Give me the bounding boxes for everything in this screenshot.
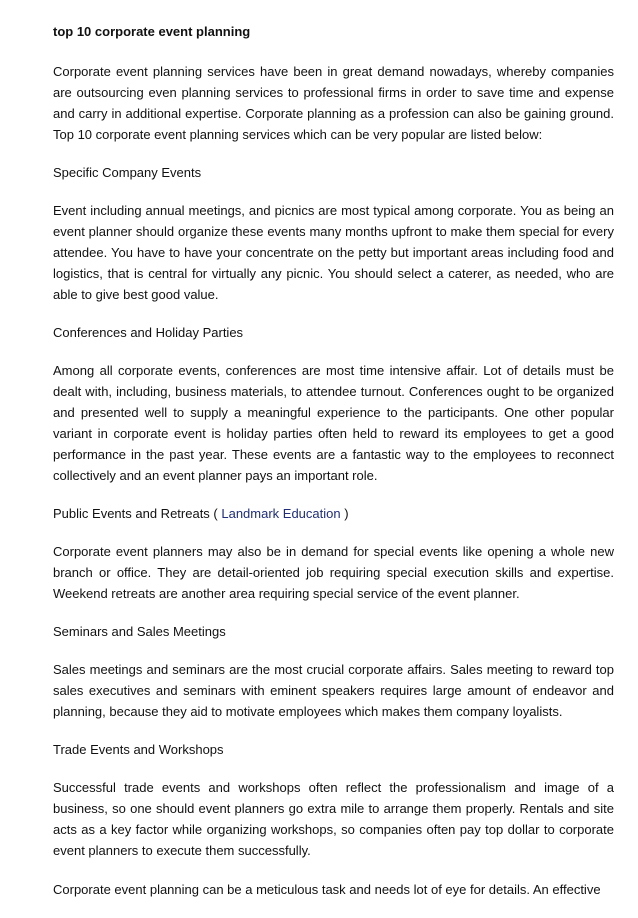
document-title: top 10 corporate event planning [53,24,251,39]
intro-paragraph: Corporate event planning services have been in great demand nowadays, whereby companies are outsourcing even planning services to professional firms in order to save time and expense and carry in additional expertise. Corporate planning as a profession can also be gaining ground. Top 10 corporate event planning services which can be very popular are listed below: [53,64,614,142]
closing-paragraph: Corporate event planning can be a meticulous task and needs lot of eye for details. An effective [53,882,601,897]
heading-suffix: ) [340,506,349,521]
document-page [53,22,614,918]
section-heading-seminars-sales-meetings: Seminars and Sales Meetings [53,624,226,639]
section-heading-specific-company-events: Specific Company Events [53,165,202,180]
section-body-conferences-holiday-parties: Among all corporate events, conferences are most time intensive affair. Lot of details must be dealt with, including, business materials, to attendee turnout. Conferences ought to be organized and presented well to supply a meaningful experience to the participants. One other popular variant in corporate event is holiday parties often held to reward its employees to get a good performance in the past year. These events are a fantastic way to the employees to reconnect collectively and an event planner pays an important role. [53,363,614,483]
section-body-specific-company-events: Event including annual meetings, and picnics are most typical among corporate. You as being an event planner should organize these events many months upfront to make them special for every attendee. You have to have your concentrate on the petty but important areas including food and logistics, that is central for virtually any picnic. You should select a caterer, as needed, who are able to give best good value. [53,203,614,302]
section-heading-public-events-retreats [53,504,614,523]
heading-prefix: Public Events and Retreats ( [53,506,222,521]
section-heading-trade-events-workshops: Trade Events and Workshops [53,742,224,757]
section-body-public-events-retreats: Corporate event planners may also be in demand for special events like opening a whole new branch or office. They are detail-oriented job requiring special execution skills and expertise. Weekend retreats are another area requiring special service of the event planner. [53,544,614,601]
landmark-education-link[interactable]: Landmark Education [221,506,341,521]
section-body-trade-events-workshops: Successful trade events and workshops often reflect the professionalism and image of a business, so one should event planners go extra mile to arrange them properly. Rentals and site acts as a key factor while organizing workshops, so companies often pay top dollar to corporate event planners to execute them successfully. [53,780,614,858]
section-heading-conferences-holiday-parties: Conferences and Holiday Parties [53,325,244,340]
section-body-seminars-sales-meetings: Sales meetings and seminars are the most crucial corporate affairs. Sales meeting to reward top sales executives and seminars with eminent speakers requires large amount of endeavor and planning, because they aid to motivate employees which makes them company loyalists. [53,662,614,719]
